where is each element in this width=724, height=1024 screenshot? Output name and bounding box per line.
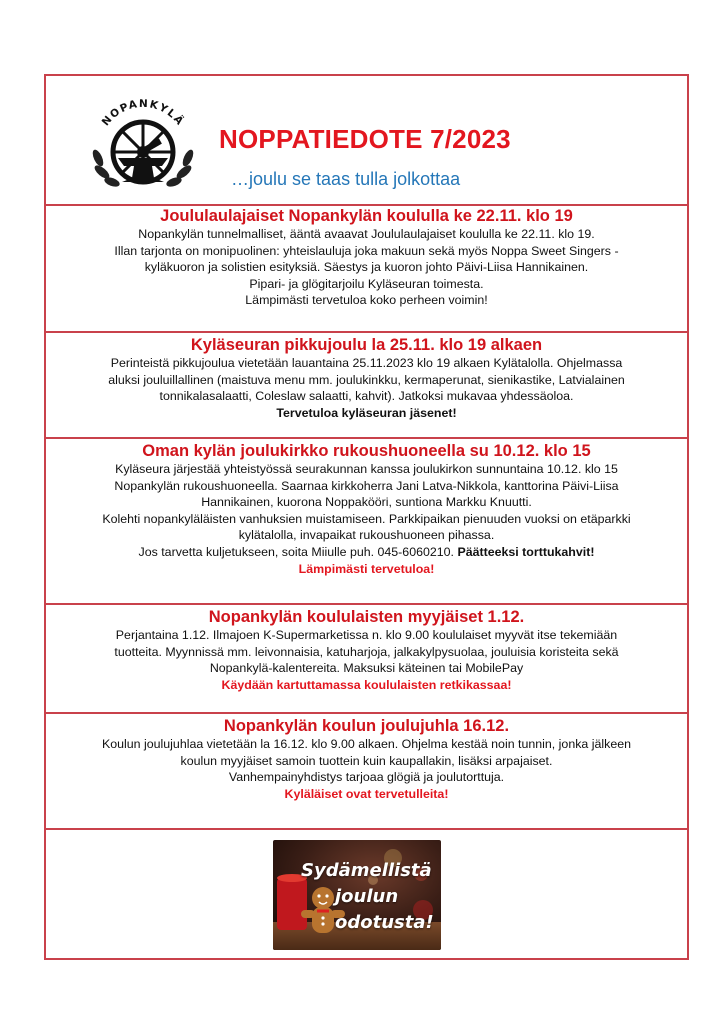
body-red-line: Käydään kartuttamassa koululaisten retkikassaa!: [221, 677, 512, 692]
christmas-greeting-image: [273, 840, 441, 950]
section-title: Joululaulajaiset Nopankylän koululla ke 22.11. klo 19: [160, 207, 573, 225]
section-joulukirkko: [46, 439, 687, 605]
section-title: Nopankylän koulun joulujuhla 16.12.: [223, 717, 510, 735]
section-body: [46, 736, 687, 802]
newsletter-frame: [44, 74, 689, 960]
body-line: Nopankylän rukoushuoneella. Saarnaa kirkkoherra Jani Latva-Nikkola, kanttorina Päivi-Liisa: [114, 478, 619, 493]
body-line: Koulun joulujuhlaa vietetään la 16.12. klo 9.00 alkaen. Ohjelma kestää noin tunnin, jonka jälkeen: [101, 737, 632, 751]
village-logo-icon: [78, 92, 208, 192]
body-line: tonnikalasalaatti, Coleslaw salaatti, kahvit). Jatkoksi mukavaa yhdessäoloa.: [159, 389, 574, 404]
newsletter-header: [46, 76, 687, 206]
section-joulujuhla: [46, 714, 687, 830]
section-body: [46, 461, 687, 577]
body-line: Nopankylä-kalentereita. Maksuksi käteinen tai MobilePay: [209, 661, 524, 676]
section-body: [46, 355, 687, 421]
body-line: Nopankylän tunnelmalliset, ääntä avaavat Joululaulajaiset koululla ke 22.11. klo 19.: [138, 227, 595, 241]
section-joululaulajaiset: [46, 204, 687, 333]
body-line: Illan tarjonta on monipuolinen: yhteislauluja joka makuun sekä myös Noppa Sweet Singers -: [114, 243, 619, 258]
body-line: tuotteita. Myynnissä mm. leivonnaisia, katuharjoja, jalkakylpysuolaa, jouluisia koristeita sekä: [114, 644, 619, 659]
greeting-text-line: odotusta!: [335, 912, 434, 933]
body-line: kylätalolla, invapaikat rukoushuoneen pihassa.: [238, 528, 495, 543]
body-line: Kolehti nopankyläläisten vanhuksien muistamiseen. Parkkipaikan pienuuden vuoksi on etäparkki: [102, 511, 631, 526]
body-bold-line: Tervetuloa kyläseuran jäsenet!: [276, 405, 457, 420]
section-title: Kyläseuran pikkujoulu la 25.11. klo 19 alkaen: [190, 336, 543, 354]
section-myyjaiset: [46, 605, 687, 714]
section-title: Oman kylän joulukirkko rukoushuoneella su 10.12. klo 15: [142, 442, 591, 460]
body-line: koulun myyjäiset samoin tuottein kuin kaupallakin, lisäksi arpajaiset.: [180, 753, 553, 768]
newsletter-subtitle: …joulu se taas tulla jolkottaa: [231, 169, 461, 189]
body-line: Vanhempainyhdistys tarjoaa glögiä ja joulutorttuja.: [228, 770, 505, 785]
body-line: Perjantaina 1.12. Ilmajoen K-Supermarketissa n. klo 9.00 koululaiset myyvät itse tekemiään: [115, 628, 618, 642]
newsletter-title: NOPPATIEDOTE 7/2023: [219, 124, 511, 154]
greeting-text-line: joulun: [335, 886, 399, 907]
body-red-line: Kyläläiset ovat tervetulleita!: [284, 786, 449, 801]
body-line: Lämpimästi tervetuloa koko perheen voimin!: [245, 293, 488, 308]
section-title: Nopankylän koululaisten myyjäiset 1.12.: [208, 608, 525, 626]
body-line: kyläkuoron ja solistien esityksiä. Säestys ja kuoron johto Päivi-Liisa Hannikainen.: [144, 260, 589, 275]
svg-text:NOPANKYLÄ: NOPANKYLÄ: [99, 97, 187, 129]
transport-line: [52, 544, 681, 561]
body-line: Kyläseura järjestää yhteistyössä seurakunnan kanssa joulukirkon sunnuntaina 10.12. klo 15: [115, 462, 618, 476]
section-pikkujoulu: [46, 333, 687, 439]
transport-text: Jos tarvetta kuljetukseen, soita Miiulle puh. 045-6060210.: [138, 544, 454, 559]
section-body: [46, 627, 687, 693]
section-body: [46, 226, 687, 309]
greeting-text-line: Sydämellistä: [301, 860, 432, 881]
body-line: aluksi jouluillallinen (maistuva menu mm. joulukinkku, kermaperunat, sienikastike, Latvialainen: [108, 372, 625, 387]
body-line: Pipari- ja glögitarjoilu Kyläseuran toimesta.: [249, 276, 484, 291]
body-line: Perinteistä pikkujoulua vietetään lauantaina 25.11.2023 klo 19 alkaen Kylätalolla. Ohjelmassa: [110, 356, 623, 370]
body-line: Hannikainen, kuorona Noppaköörі, suntiona Markku Knuutti.: [201, 495, 532, 510]
transport-bold-text: Päätteeksi torttukahvit!: [457, 544, 595, 559]
body-red-line: Lämpimästi tervetuloa!: [298, 561, 435, 576]
